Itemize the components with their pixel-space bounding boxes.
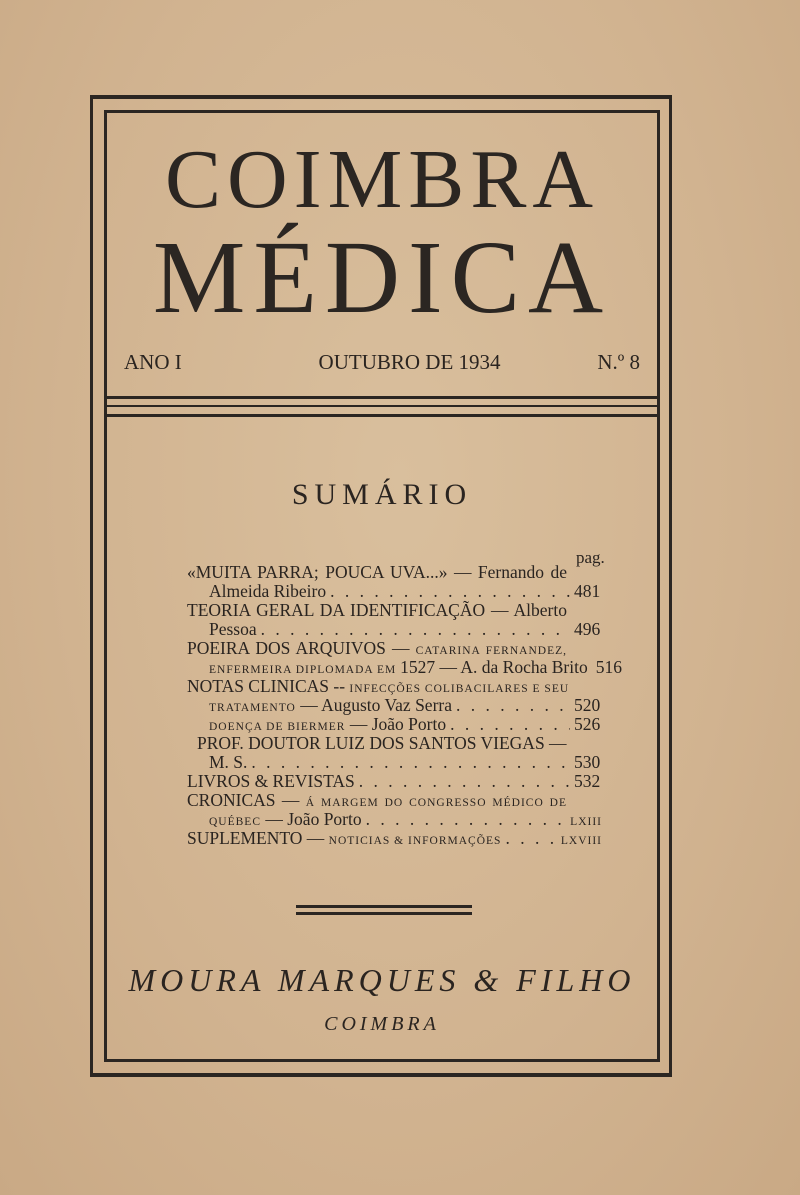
toc-page: 530 [574, 752, 601, 772]
divider-rule [107, 396, 657, 399]
toc-label: Pessoa [209, 619, 257, 639]
page-column-label: pag. [576, 548, 605, 567]
toc-subtitle: NOTICIAS & INFORMAÇÕES [328, 835, 502, 847]
ornament-rule [296, 905, 472, 908]
journal-title-line2: MÉDICA [152, 220, 612, 335]
ornament-rule [296, 912, 472, 915]
toc-entry [187, 829, 602, 848]
toc-title: SUPLEMENTO — [187, 828, 329, 848]
leader-dots [330, 582, 570, 601]
toc-page: 496 [574, 619, 601, 639]
issue-year: ANO I [124, 350, 182, 374]
summary-heading: SUMÁRIO [291, 478, 473, 511]
leader-dots [456, 696, 570, 715]
leader-dots [366, 810, 567, 829]
toc-entry [187, 810, 602, 829]
toc-label: CRONICAS — [187, 790, 306, 810]
leader-dots [261, 620, 570, 639]
toc-entry [187, 772, 602, 791]
toc-author: 1527 — A. da Rocha Brito [400, 657, 588, 677]
leader-dots [251, 753, 570, 772]
issue-info [124, 350, 640, 375]
toc-label: LIVROS & REVISTAS [187, 771, 355, 791]
toc-line: «MUITA PARRA; POUCA UVA...» — Fernando de [187, 562, 567, 582]
toc-line: TEORIA GERAL DA IDENTIFICAÇÃO — Alberto [187, 600, 567, 620]
toc-page: 532 [574, 771, 601, 791]
toc-page: LXVIII [560, 835, 602, 847]
toc-subtitle: DOENÇA DE BIERMER [209, 721, 346, 733]
toc-subtitle: ENFERMEIRA DIPLOMADA EM [209, 664, 401, 676]
journal-title-line1: COIMBRA [164, 133, 600, 226]
toc-entry [187, 753, 602, 772]
leader-dots [505, 829, 556, 848]
leader-dots [359, 772, 570, 791]
toc-subtitle: Á MARGEM DO CONGRESSO MÉDICO DE [305, 797, 567, 809]
toc-line [187, 791, 567, 810]
toc-page: 481 [574, 581, 601, 601]
table-of-contents [187, 562, 622, 848]
toc-subtitle: TRATAMENTO [209, 702, 296, 714]
toc-line [187, 639, 567, 658]
toc-label: M. S. [209, 752, 248, 772]
toc-entry [187, 582, 602, 601]
toc-page: LXIII [570, 816, 602, 828]
toc-author: — Augusto Vaz Serra [295, 695, 452, 715]
toc-subtitle: QUÉBEC [209, 816, 261, 828]
toc-page: 526 [574, 714, 601, 734]
toc-line-wrap [187, 734, 602, 753]
issue-date: OUTUBRO DE 1934 [318, 350, 501, 374]
toc-label: POEIRA DOS ARQUIVOS — [187, 638, 416, 658]
publisher-name: MOURA MARQUES & FILHO [128, 962, 636, 998]
toc-entry [187, 657, 622, 677]
toc-author: — João Porto [345, 714, 447, 734]
toc-page: 516 [595, 657, 622, 677]
leader-dots [450, 715, 570, 734]
toc-entry [187, 696, 602, 715]
toc-entry [187, 620, 602, 639]
toc-author: — João Porto [261, 809, 362, 829]
toc-label [187, 829, 501, 851]
toc-line [187, 676, 570, 696]
toc-subtitle: INFECÇÕES COLIBACILARES E SEU [349, 683, 570, 695]
toc-line: PROF. DOUTOR LUIZ DOS SANTOS VIEGAS — [197, 733, 567, 753]
divider-rule [107, 405, 657, 407]
toc-label: Almeida Ribeiro [209, 581, 327, 601]
toc-page: 520 [574, 695, 601, 715]
divider-rule [107, 414, 657, 417]
toc-label: NOTAS CLINICAS -- [187, 676, 350, 696]
toc-subtitle: CATARINA FERNANDEZ, [415, 645, 567, 657]
issue-number: N.º 8 [597, 350, 640, 374]
toc-entry [187, 715, 602, 734]
publisher-city: COIMBRA [324, 1013, 440, 1035]
